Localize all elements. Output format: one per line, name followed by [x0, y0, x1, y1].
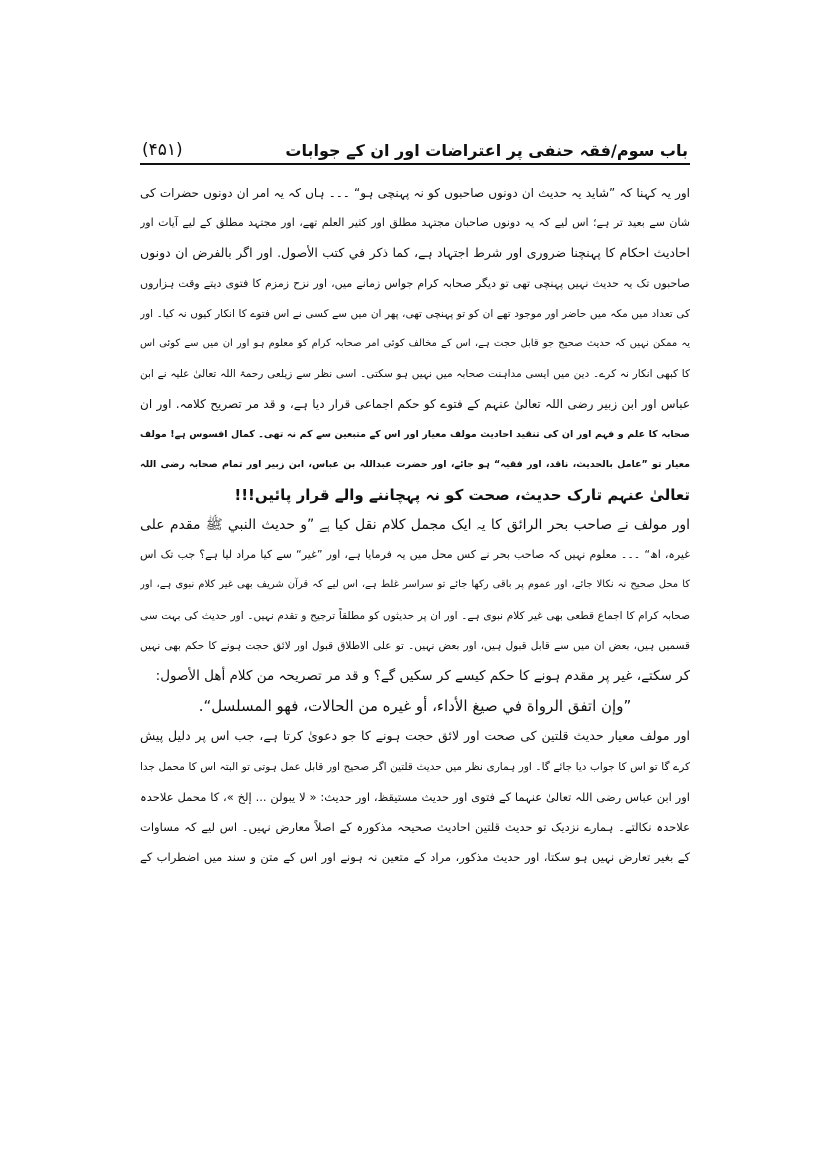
text-line: اور یہ کہنا کہ ”شاید یہ حدیث ان دونوں صاحبوں کو نہ پہنچی ہو“ ۔۔۔ ہاں کہ یہ امر ان دونوں حضرات کی — [140, 186, 690, 200]
text-line-bold: صحابہ کا علم و فہم اور ان کی تنقید احادیث مولف معیار اور اس کے متبعین سے کم نہ تھی۔ کمال افسوس ہے! مولف — [140, 428, 690, 440]
page-number: (۴۵۱) — [142, 140, 183, 160]
text-line: احادیث احکام کا پہنچنا ضروری اور شرط اجتہاد ہے، کما ذکر في کتب الأصول. اور اگر بالفرض ان دونوں — [140, 245, 690, 261]
text-line: کرے گا تو اس کا جواب دیا جائے گا۔ اور ہماری نظر میں حدیث قلتین اگر صحیح اور قابل عمل ہوتی تو البتہ اس کا محمل جدا — [140, 760, 690, 773]
text-line: کی تعداد میں مکہ میں حاضر اور موجود تھے ان کو تو پہنچی تھی، پھر ان میں سے کسی نے اس فتوے کا انکار کیوں نہ کیا۔ اور — [140, 307, 690, 320]
text-line: علاحدہ نکالتے۔ ہمارے نزدیک تو حدیث قلتین احادیث صحیحہ مذکورہ کے اصلاً معارض نہیں۔ اس لیے کہ مساوات — [140, 819, 690, 834]
text-line-bold: تعالیٰ عنہم تارک حدیث، صحت کو نہ پہچاننے والے قرار پائیں!!! — [234, 485, 690, 504]
text-line: کر سکتے، غیر پر مقدم ہونے کا حکم کیسے کر سکیں گے؟ و قد مر تصریحہ من کلام أهل الأصول: — [155, 668, 690, 684]
text-line: قسمیں ہیں، بعض ان میں سے قابل قبول ہیں، اور بعض نہیں۔ تو علی الاطلاق قبول اور لائق حجت ہونے کا حکم بھی نہیں — [140, 639, 690, 652]
body-text — [140, 178, 690, 872]
header-divider — [140, 163, 690, 165]
text-line: صاحبوں تک یہ حدیث نہیں پہنچی تھی تو دیگر صحابہ کرام جواس زمانے میں، اور نزح زمزم کا فتوی دیتے وقت ہزاروں — [140, 276, 690, 290]
arabic-quote: ”وإن اتفق الرواة في صيغ الأداء، أو غيره من الحالات، فهو المسلسل“. — [198, 697, 632, 716]
text-line: یہ ممکن نہیں کہ حدیث صحیح جو قابل حجت ہے، اس کے مخالف کوئی امر صحابہ کرام کو معلوم ہو اور ان میں سے کوئی اس — [140, 337, 690, 349]
text-line: عباس اور ابن زبیر رضی اللہ تعالیٰ عنہم کے فتوے کو حکم اجماعی قرار دیا ہے، و قد مر تصریح کلامہ. اور ان — [140, 397, 690, 412]
text-line: اور ابن عباس رضی اللہ تعالیٰ عنہما کے فتوی اور حدیث مستیقظ، اور حدیث: « لا يبولن ... إلخ »، کا محمل علاحدہ — [140, 789, 690, 804]
text-line: اور مولف معیار حدیث قلتین کی صحت اور لائق حجت ہونے کا جو دعویٰ کرتا ہے، جب اس پر دلیل پیش — [140, 728, 690, 744]
text-line: اور مولف نے صاحب بحر الرائق کا یہ ایک مجمل کلام نقل کیا ہے ”و حدیث النبي ﷺ مقدم علی — [140, 517, 690, 534]
text-line: صحابہ کرام کا اجماع قطعی بھی غیر کلام نبوی ہے۔ اور ان پر حدیثوں کو مطلقاً ترجیح و تقدم نہیں۔ اور حدیث کی بہت سی — [140, 609, 690, 622]
text-line: کا کبھی انکار نہ کرے۔ دین میں ایسی مداہنت صحابہ میں نہیں ہو سکتی۔ اسی نظر سے زیلعی رحمۃ اللہ تعالیٰ علیہ نے ابن — [140, 368, 690, 381]
text-line: غیرہ، اھ“ ۔۔۔ معلوم نہیں کہ صاحب بحر نے کس محل میں یہ فرمایا ہے، اور ”غیر“ سے کیا مراد لیا ہے؟ جب تک اس — [140, 548, 690, 562]
text-line: شان سے بعید تر ہے؛ اس لیے کہ یہ دونوں صاحبان مجتہد مطلق اور کثیر العلم تھے، اور مجتہد مطلق کے لیے آیات اور — [140, 216, 690, 230]
text-line: کے بغیر تعارض نہیں ہو سکتا، اور حدیث مذکور، مراد کے متعین نہ ہونے اور اس کے متن و سند میں اضطراب کے — [140, 850, 690, 865]
text-line-bold: معیار تو ”عامل بالحدیث، ناقد، اور فقیہ“ ہو جائے، اور حضرت عبداللہ بن عباس، ابن زبیر اور تمام صحابہ رضی اللہ — [140, 458, 690, 470]
page-header — [142, 128, 688, 160]
chapter-title: باب سوم/فقہ حنفی پر اعتراضات اور ان کے جوابات — [285, 141, 688, 160]
text-line: کا محل صحیح نہ نکالا جائے، اور عموم پر باقی رکھا جائے تو سراسر غلط ہے، اس لیے کہ قرآن شریف بھی غیر کلام نبوی ہے، اور — [140, 579, 690, 591]
